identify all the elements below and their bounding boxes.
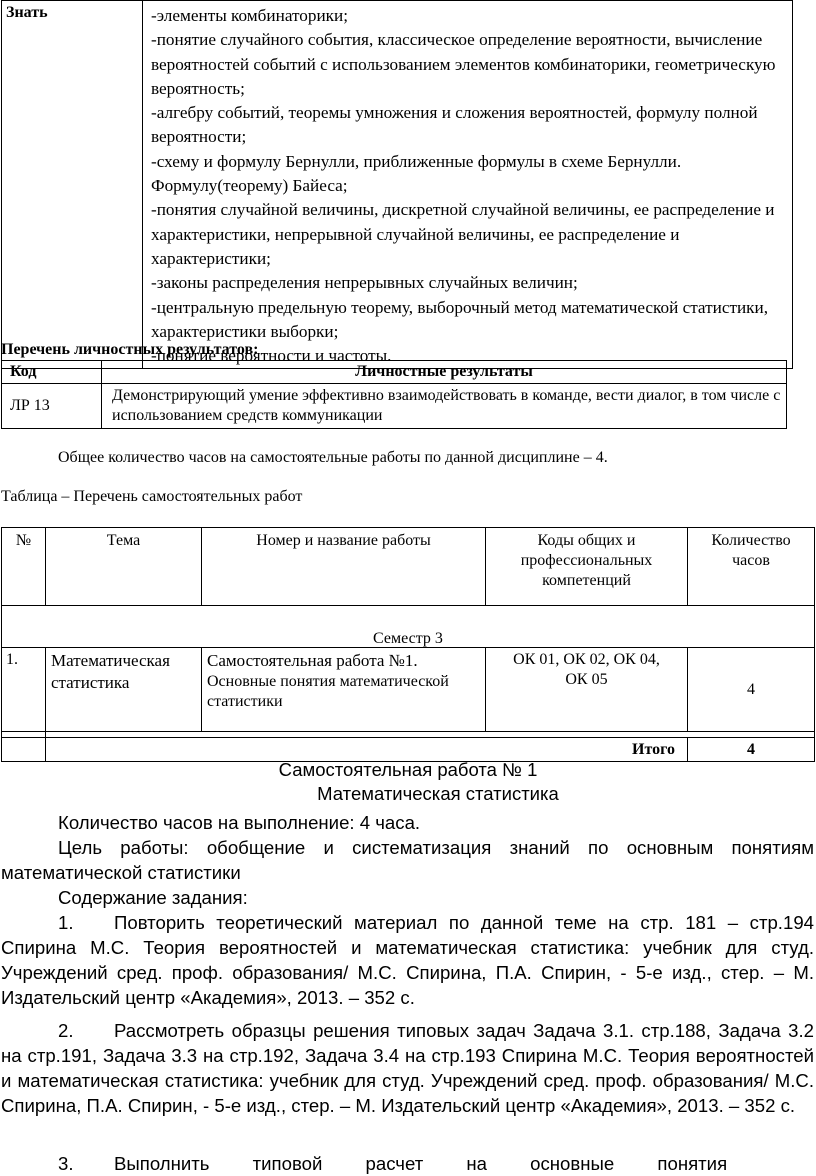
know-item: -законы распределения непрерывных случайных величин;	[151, 273, 578, 293]
work-goal: Цель работы: обобщение и систематизация знаний по основным понятиям математической статистики	[1, 837, 814, 883]
know-item: -понятие вероятности и частоты.	[151, 346, 392, 366]
table-row	[2, 648, 815, 732]
task-item	[1, 1151, 814, 1176]
header-number: №	[2, 528, 46, 606]
total-value: 4	[688, 738, 815, 762]
know-item: -алгебру событий, теоремы умножения и сложения вероятностей, формулу полной вероятности;	[151, 103, 758, 147]
row-number: 1.	[2, 648, 46, 732]
header-work: Номер и название работы	[202, 528, 486, 606]
row-hours: 4	[688, 648, 815, 732]
semester-label: Семестр 3	[2, 630, 815, 648]
row-work	[202, 648, 486, 732]
know-item: -центральную предельную теорему, выборочный метод математической статистики, характеристики выборки;	[151, 297, 769, 341]
col-code: Код	[2, 361, 102, 384]
content-label: Содержание задания:	[58, 887, 248, 908]
works-table	[1, 527, 815, 762]
row-result: Демонстрирующий умение эффективно взаимодействовать в команде, вести диалог, в том числе с использованием средств коммуникации	[102, 384, 787, 429]
task-text: Выполнить типовой расчет на основные понятия	[114, 1153, 728, 1174]
know-label: Знать	[2, 1, 143, 369]
work-title: Самостоятельная работа №1.	[207, 651, 418, 670]
task-text: Повторить теоретический материал по данной теме на стр. 181 – стр.194 Спирина М.С. Теория вероятностей и математическая статистика: учебник для студ. Учреждений сред. проф. образования/ М.С. Спирина, П.А. Спирин, - 5-е изд., стер. – М. Издательский центр «Академия», 2013. – 352 с.	[1, 912, 814, 1008]
know-items	[143, 1, 793, 369]
header-hours: Количество часов	[688, 528, 815, 606]
work-hours: Количество часов на выполнение: 4 часа.	[58, 812, 421, 833]
task-item	[1, 1018, 814, 1118]
semester-gap	[2, 606, 815, 630]
col-result: Личностные результаты	[102, 361, 787, 384]
task-number: 3.	[58, 1153, 74, 1174]
task-number: 2.	[58, 1020, 74, 1041]
know-table	[1, 0, 793, 369]
know-item: -схему и формулу Бернулли, приближенные формулы в схеме Бернулли. Формулу(теорему) Байеса;	[151, 151, 682, 196]
personal-results-table	[1, 360, 787, 429]
know-item: -элементы комбинаторики;	[151, 6, 348, 25]
row-codes: ОК 01, ОК 02, ОК 04, ОК 05	[486, 648, 688, 732]
task-text: Рассмотреть образцы решения типовых задач Задача 3.1. стр.188, Задача 3.2 на стр.191, Задача 3.3 на стр.192, Задача 3.4 на стр.193 Спирина М.С. Теория вероятностей и математическая статистика: учебник для студ. Учреждений сред. проф. образования/ М.С. Спирина, П.А. Спирин, - 5-е изд., стер. – М. Издательский центр «Академия», 2013. – 352 с.	[1, 1020, 814, 1116]
total-hours-text: Общее количество часов на самостоятельные работы по данной дисциплине – 4.	[58, 449, 608, 466]
personal-results-heading: Перечень личностных результатов:	[1, 341, 259, 358]
row-code: ЛР 13	[2, 384, 102, 429]
table-caption: Таблица – Перечень самостоятельных работ	[1, 488, 303, 505]
task-item	[1, 910, 814, 1010]
header-topic: Тема	[46, 528, 202, 606]
total-label: Итого	[46, 738, 688, 762]
task-number: 1.	[58, 912, 74, 933]
know-item: -понятия случайной величины, дискретной случайной величины, ее распределение и характеристики, непрерывной случайной величины, ее распределение и характеристики;	[151, 200, 775, 268]
work-subtitle: Математическая статистика	[317, 783, 559, 804]
header-codes: Коды общих и профессиональных компетенций	[486, 528, 688, 606]
work-title-heading: Самостоятельная работа № 1	[278, 759, 538, 780]
work-desc: Основные понятия математической статистики	[207, 673, 449, 710]
know-item: -понятие случайного события, классическое определение вероятности, вычисление вероятностей событий с использованием элементов комбинаторики, геометрическую вероятность;	[151, 30, 776, 98]
row-topic: Математическая статистика	[46, 648, 202, 732]
